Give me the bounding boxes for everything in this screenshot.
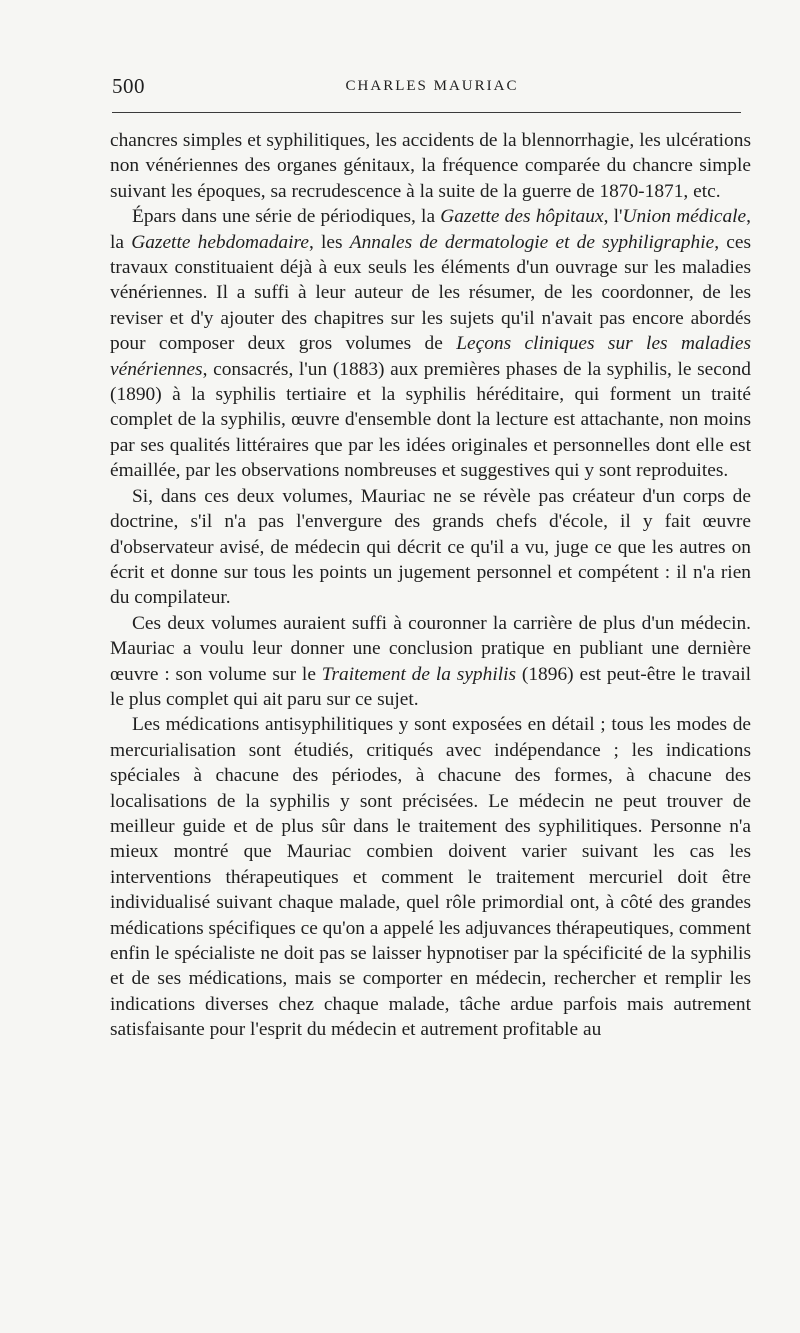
- header-rule: [112, 112, 741, 113]
- paragraph-text: , consacrés, l'un (1883) aux premières phases de la syphilis, le second (1890) à la syphilis tertiaire et la syphilis héréditaire, qui forment un traité complet de la syphilis, œuvre d'ensemble dont la lecture est attachante, non moins par ses qualités littéraires que par les idées originales et personnelles dont elle est émaillée, par les observations nombreuses et suggestives qui y sont reproduites.: [110, 358, 751, 482]
- paragraph-text: (1896) est peut-être le travail le plus complet qui ait paru sur ce sujet.: [110, 663, 751, 710]
- paragraph-text: chancres simples et syphilitiques, les accidents de la blennorrhagie, les ulcérations non vénériennes des organes génitaux, la fréquence comparée du chancre simple suivant les époques, sa recrudescence à la suite de la guerre de 1870-1871, etc.: [110, 130, 751, 202]
- page-number: 500: [112, 74, 145, 98]
- italic-title-text: Gazette des hôpitaux: [440, 206, 604, 228]
- italic-title-text: Union médicale: [622, 206, 747, 228]
- paragraph-text: Épars dans une série de périodiques, la: [132, 206, 441, 228]
- italic-title-text: Gazette hebdomadaire: [131, 231, 309, 253]
- paragraph: [110, 128, 751, 204]
- paragraph: [110, 712, 751, 1042]
- paragraph: [110, 611, 751, 713]
- running-title: CHARLES MAURIAC: [345, 78, 519, 94]
- paragraph: [110, 204, 751, 483]
- paragraph-text: , l': [603, 206, 623, 228]
- paragraph-text: Ces deux volumes auraient suffi à couronner la carrière de plus d'un médecin. Mauriac a voulu leur donner une conclusion pratique en publiant une dernière œuvre : son volume sur le: [110, 612, 751, 685]
- italic-title-text: Traitement de la syphilis: [321, 663, 517, 685]
- paragraph-text: , ces travaux constituaient déjà à eux seuls les éléments d'un ouvrage sur les maladies vénériennes. Il a suffi à leur auteur de les résumer, de les coordonner, de les reviser et d'y ajouter des chapitres sur les sujets qu'il n'avait pas encore abordés pour composer deux gros volumes de: [110, 231, 751, 355]
- paragraph-text: Si, dans ces deux volumes, Mauriac ne se révèle pas créateur d'un corps de doctrine, s'il n'a pas l'envergure des grands chefs d'école, il y fait œuvre d'observateur avisé, de médecin qui décrit ce qu'il a vu, juge ce que les autres on écrit et donne sur tous les points un jugement personnel et compétent : il n'a rien du compilateur.: [110, 485, 751, 609]
- italic-title-text: Annales de dermatologie et de syphiligraphie: [349, 231, 715, 253]
- italic-title-text: Leçons cliniques sur les maladies vénériennes: [110, 333, 751, 380]
- paragraph: [110, 484, 751, 611]
- paragraph-text: , la: [110, 206, 751, 253]
- body-text: [110, 128, 751, 1043]
- page-header: [112, 74, 752, 104]
- paragraph-text: Les médications antisyphilitiques y sont exposées en détail ; tous les modes de mercurialisation sont étudiés, critiqués avec indépendance ; les indications spéciales à chacune des périodes, à chacune des formes, à chacune des localisations de la syphilis y sont précisées. Le médecin ne peut trouver de meilleur guide et de plus sûr dans le traitement des syphilitiques. Personne n'a mieux montré que Mauriac combien doivent varier suivant les cas les interventions thérapeutiques et comment le traitement mercuriel doit être individualisé suivant chaque malade, quel rôle primordial ont, à côté des grandes médications spécifiques ce qu'on a appelé les adjuvances thérapeutiques, comment enfin le spécialiste ne doit pas se laisser hypnotiser par la spécificité de la syphilis et de ses médications, mais se comporter en médecin, rechercher et remplir les indications diverses chez chaque malade, tâche ardue parfois mais autrement satisfaisante pour l'esprit du médecin et autrement profitable au: [110, 714, 751, 1041]
- paragraph-text: , les: [308, 231, 350, 253]
